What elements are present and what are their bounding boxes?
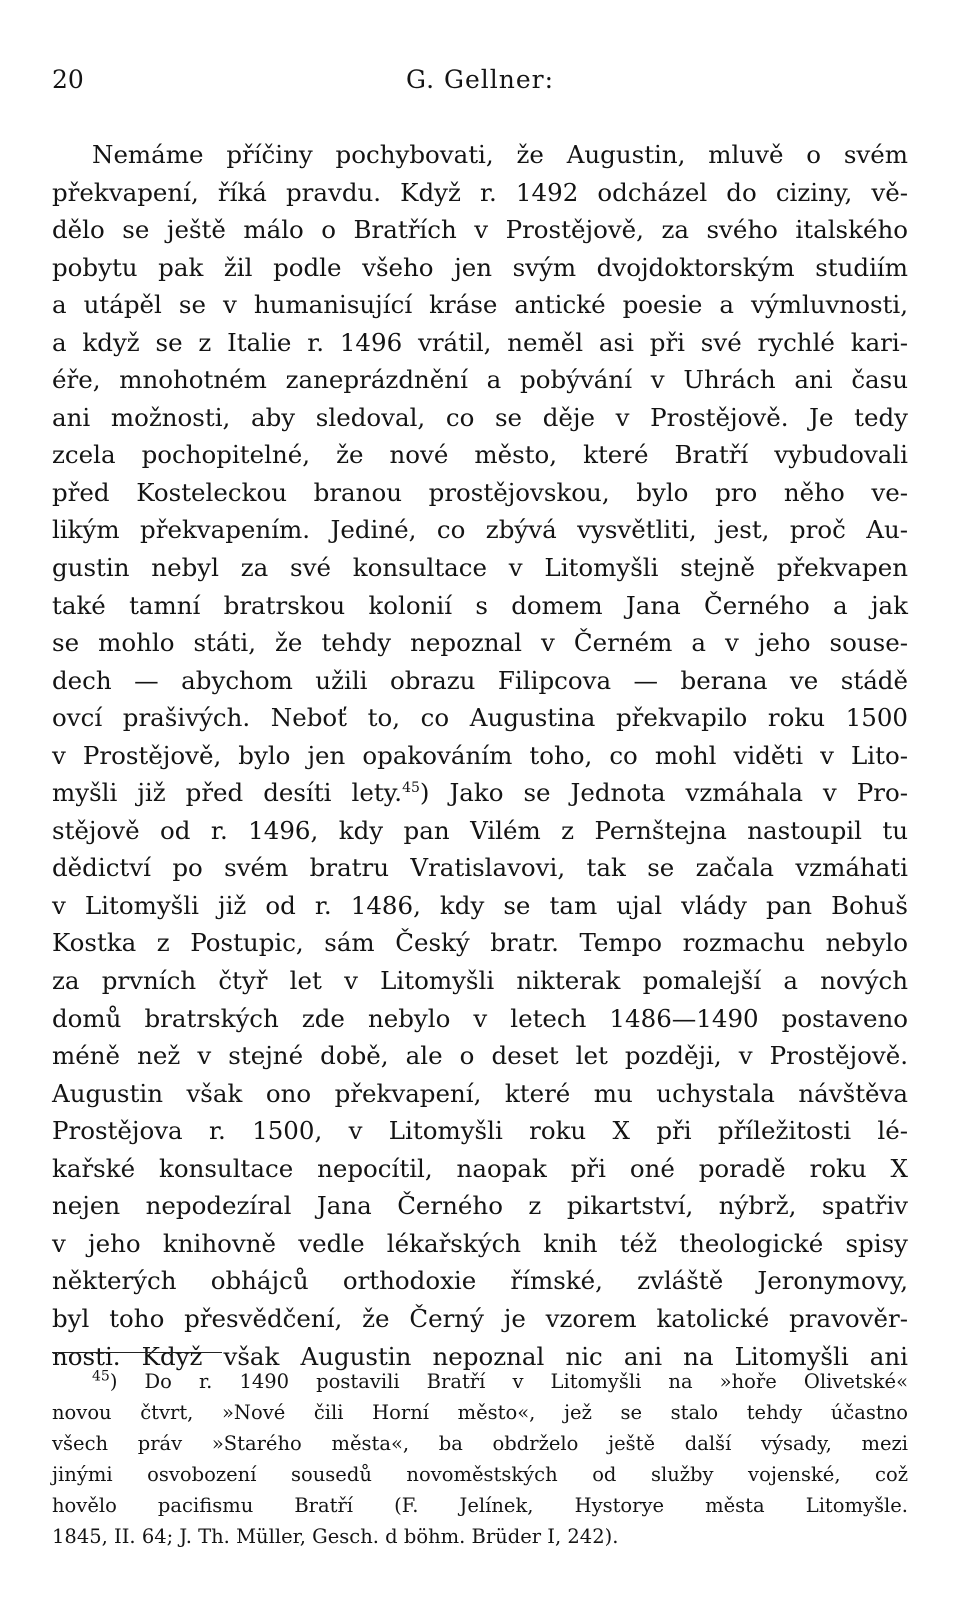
text-line: likým překvapením. Jediné, co zbývá vysvětliti, jest, proč Au- (52, 515, 908, 545)
footnote-line: hovělo pacifismu Bratří (F. Jelínek, Hystorye města Litomyšle. (52, 1494, 908, 1517)
text-line: kařské konsultace nepocítil, naopak při oné poradě roku X (52, 1153, 908, 1183)
footnote-line: jinými osvobození sousedů novoměstských od služby vojenské, což (52, 1463, 908, 1486)
text-line: se mohlo státi, že tehdy nepoznal v Černém a v jeho souse- (52, 628, 908, 658)
text-line: některých obhájců orthodoxie římské, zvláště Jeronymovy, (52, 1266, 908, 1296)
text-line: nejen nepodezíral Jana Černého z pikartství, nýbrž, spatřiv (52, 1191, 908, 1221)
text-line: v Litomyšli již od r. 1486, kdy se tam ujal vlády pan Bohuš (52, 890, 908, 920)
text-line: a utápěl se v humanisující kráse antické poesie a výmluvnosti, (52, 290, 908, 320)
footnote-divider (52, 1352, 222, 1353)
main-text (52, 136, 908, 1375)
footnote-line: novou čtvrt, »Nové čili Horní město«, jež se stalo tehdy účastno (52, 1401, 908, 1424)
running-head: G. Gellner: (406, 65, 554, 94)
text-line: Nemáme příčiny pochybovati, že Augustin, mluvě o svém (92, 140, 908, 169)
footnote-reference[interactable]: 45 (402, 780, 420, 797)
text-line: stějově od r. 1496, kdy pan Vilém z Pernštejna nastoupil tu (52, 815, 908, 845)
text-line: v Prostějově, bylo jen opakováním toho, co mohl viděti v Lito- (52, 740, 908, 770)
text-line: dech — abychom užili obrazu Filipcova — berana ve stádě (52, 665, 908, 695)
page-header (52, 64, 908, 104)
text-line: v jeho knihovně vedle lékařských knih též theologické spisy (52, 1228, 908, 1258)
text-line: ovcí prašivých. Neboť to, co Augustina překvapilo roku 1500 (52, 703, 908, 733)
text-line: nosti. Když však Augustin nepoznal nic ani na Litomyšli ani (52, 1341, 908, 1371)
text-line: Prostějova r. 1500, v Litomyšli roku X při příležitosti lé- (52, 1116, 908, 1146)
footnote-line (52, 1366, 908, 1397)
text-line-with-footnote-ref (52, 774, 908, 812)
text-line: dědictví po svém bratru Vratislavovi, tak se začala vzmáhati (52, 853, 908, 883)
text-line: pobytu pak žil podle všeho jen svým dvojdoktorským studiím (52, 252, 908, 282)
text-line: zcela pochopitelné, že nové město, které Bratří vybudovali (52, 440, 908, 470)
text-line: Augustin však ono překvapení, které mu uchystala návštěva (52, 1078, 908, 1108)
text-line: éře, mnohotném zaneprázdnění a pobývání v Uhrách ani času (52, 365, 908, 395)
text-line: gustin nebyl za své konsultace v Litomyšli stejně překvapen (52, 553, 908, 583)
text-line: dělo se ještě málo o Bratřích v Prostějově, za svého italského (52, 215, 908, 245)
text-line: a když se z Italie r. 1496 vrátil, neměl asi při své rychlé kari- (52, 327, 908, 357)
text-fragment: ) Jako se Jednota vzmáhala v Pro- (419, 778, 908, 808)
footnote-marker: 45 (92, 1368, 110, 1385)
text-line: domů bratrských zde nebylo v letech 1486—1490 postaveno (52, 1003, 908, 1033)
page-number: 20 (52, 65, 84, 94)
text-fragment: ) Do r. 1490 postavili Bratří v Litomyšli na »hoře Olivetské« (109, 1370, 908, 1393)
text-fragment: myšli již před desíti lety. (52, 778, 403, 808)
text-line: před Kosteleckou branou prostějovskou, bylo pro něho ve- (52, 477, 908, 507)
text-line: za prvních čtyř let v Litomyšli nikterak pomalejší a nových (52, 966, 908, 996)
text-line: méně než v stejné době, ale o deset let později, v Prostějově. (52, 1041, 908, 1071)
footnote-line: 1845, II. 64; J. Th. Müller, Gesch. d böhm. Brüder I, 242). (52, 1525, 619, 1548)
text-line: ani možnosti, aby sledoval, co se děje v Prostějově. Je tedy (52, 402, 908, 432)
text-line: Kostka z Postupic, sám Český bratr. Tempo rozmachu nebylo (52, 928, 908, 958)
text-line: překvapení, říká pravdu. Když r. 1492 odcházel do ciziny, vě- (52, 177, 908, 207)
footnotes (52, 1366, 908, 1552)
text-line: také tamní bratrskou kolonií s domem Jana Černého a jak (52, 590, 908, 620)
text-line: byl toho přesvědčení, že Černý je vzorem katolické pravověr- (52, 1303, 908, 1333)
footnote-line: všech práv »Starého města«, ba obdrželo ještě další výsady, mezi (52, 1432, 908, 1455)
